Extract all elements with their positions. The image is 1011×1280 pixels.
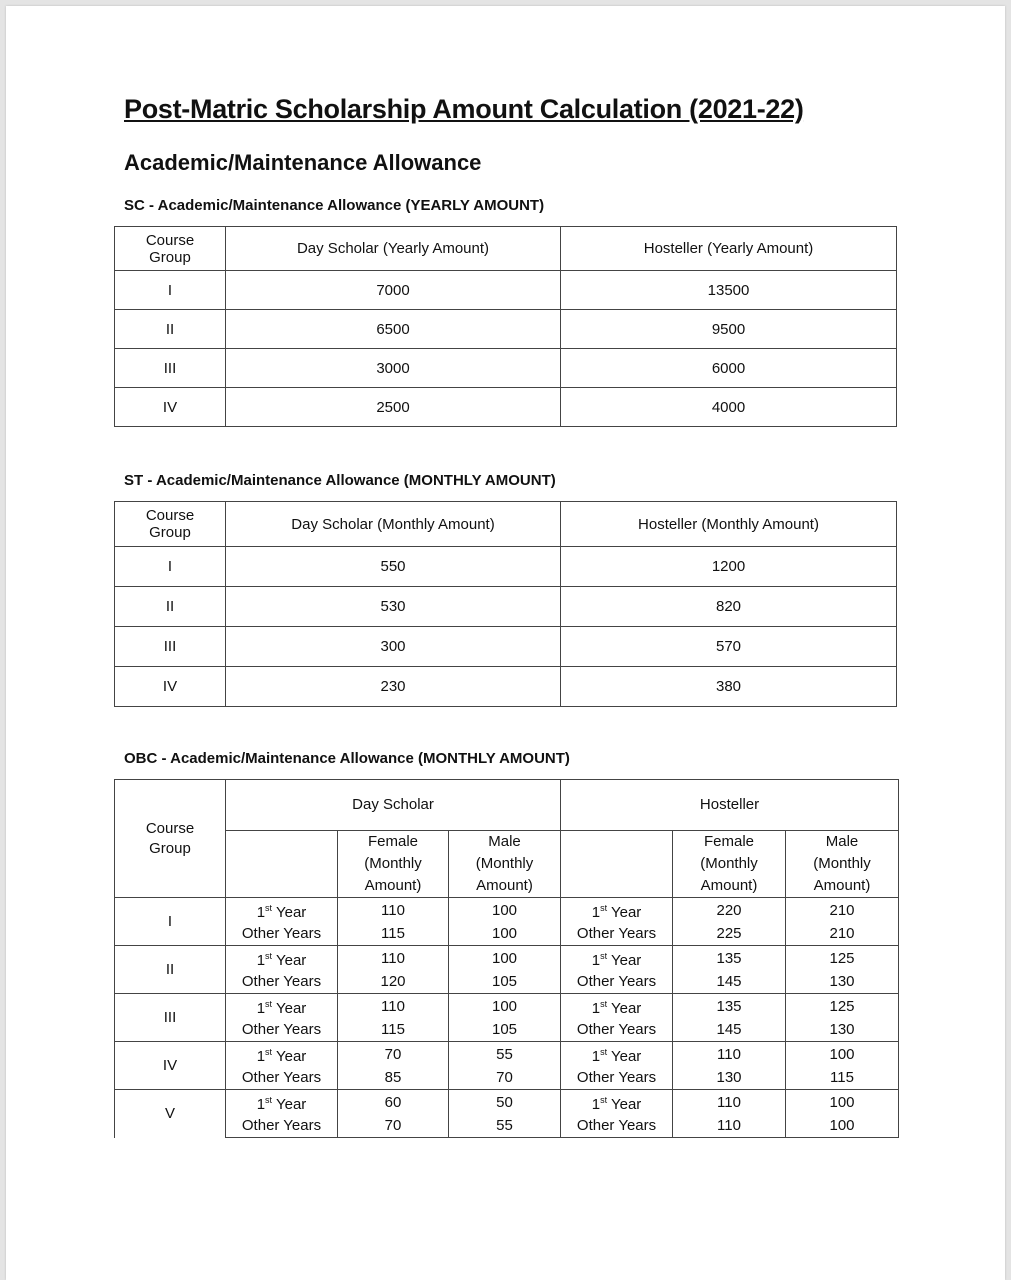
year-subheader: [561, 831, 673, 898]
course-group-cell: III: [115, 627, 226, 667]
table-row: [115, 271, 897, 310]
host-male-cell: 100: [786, 1090, 899, 1116]
table-row: [115, 1019, 899, 1042]
year-label-cell: Other Years: [561, 1019, 673, 1042]
table-header-row: [115, 227, 897, 271]
day-scholar-cell: 2500: [226, 388, 561, 427]
table-row: [115, 971, 899, 994]
table-row: [115, 349, 897, 388]
day-male-subheader: Male (Monthly Amount): [449, 831, 561, 898]
year-label-cell: 1st Year: [226, 946, 338, 972]
obc-section-heading: OBC - Academic/Maintenance Allowance (MONTHLY AMOUNT): [124, 750, 570, 767]
day-female-cell: 70: [338, 1115, 449, 1138]
host-female-cell: 145: [673, 1019, 786, 1042]
day-male-cell: 55: [449, 1042, 561, 1068]
host-male-cell: 125: [786, 994, 899, 1020]
host-male-cell: 125: [786, 946, 899, 972]
year-label-cell: 1st Year: [226, 994, 338, 1020]
day-female-cell: 110: [338, 994, 449, 1020]
hosteller-header: Hosteller (Monthly Amount): [561, 502, 897, 547]
day-scholar-cell: 530: [226, 587, 561, 627]
hosteller-cell: 9500: [561, 310, 897, 349]
host-male-cell: 100: [786, 1042, 899, 1068]
day-male-cell: 50: [449, 1090, 561, 1116]
table-row: [115, 627, 897, 667]
course-group-cell: IV: [115, 1042, 226, 1090]
table-row: [115, 310, 897, 349]
hosteller-cell: 820: [561, 587, 897, 627]
course-group-cell: II: [115, 946, 226, 994]
obc-allowance-table: [114, 779, 899, 1138]
hosteller-cell: 4000: [561, 388, 897, 427]
day-male-cell: 105: [449, 1019, 561, 1042]
page-subtitle: Academic/Maintenance Allowance: [124, 150, 482, 175]
table-row: [115, 587, 897, 627]
day-female-cell: 85: [338, 1067, 449, 1090]
day-female-cell: 120: [338, 971, 449, 994]
year-label-cell: Other Years: [226, 923, 338, 946]
course-group-cell: IV: [115, 388, 226, 427]
host-male-cell: 100: [786, 1115, 899, 1138]
host-female-cell: 130: [673, 1067, 786, 1090]
day-scholar-header: Day Scholar (Monthly Amount): [226, 502, 561, 547]
year-label-cell: 1st Year: [561, 946, 673, 972]
sc-allowance-table: [114, 226, 897, 427]
table-row: [115, 1090, 899, 1116]
day-scholar-cell: 6500: [226, 310, 561, 349]
hosteller-cell: 1200: [561, 547, 897, 587]
table-row: [115, 547, 897, 587]
year-label-cell: 1st Year: [561, 994, 673, 1020]
year-label-cell: Other Years: [226, 971, 338, 994]
host-male-cell: 115: [786, 1067, 899, 1090]
hosteller-header: Hosteller (Yearly Amount): [561, 227, 897, 271]
hosteller-cell: 570: [561, 627, 897, 667]
day-scholar-cell: 550: [226, 547, 561, 587]
course-group-cell: IV: [115, 667, 226, 707]
day-scholar-header: Day Scholar: [226, 780, 561, 831]
year-label-cell: 1st Year: [226, 1042, 338, 1068]
day-scholar-cell: 3000: [226, 349, 561, 388]
course-group-cell: II: [115, 587, 226, 627]
day-female-subheader: Female (Monthly Amount): [338, 831, 449, 898]
page-title: Post-Matric Scholarship Amount Calculation (2021-22): [124, 94, 804, 124]
host-male-cell: 210: [786, 923, 899, 946]
table-header-row: [115, 780, 899, 831]
day-female-cell: 115: [338, 923, 449, 946]
host-female-cell: 220: [673, 898, 786, 924]
table-row: [115, 923, 899, 946]
obc-table-body: [115, 898, 899, 1138]
hosteller-cell: 13500: [561, 271, 897, 310]
year-label-cell: 1st Year: [226, 1090, 338, 1116]
course-group-cell: I: [115, 898, 226, 946]
year-label-cell: Other Years: [226, 1019, 338, 1042]
year-label-cell: 1st Year: [561, 898, 673, 924]
table-row: [115, 898, 899, 924]
host-female-cell: 110: [673, 1115, 786, 1138]
sc-section-heading: SC - Academic/Maintenance Allowance (YEARLY AMOUNT): [124, 197, 545, 214]
st-allowance-table: [114, 501, 897, 707]
day-female-cell: 110: [338, 946, 449, 972]
day-female-cell: 70: [338, 1042, 449, 1068]
course-group-header: Course Group: [115, 780, 226, 898]
year-label-cell: Other Years: [561, 923, 673, 946]
course-group-header: Course Group: [115, 502, 226, 547]
year-label-cell: 1st Year: [226, 898, 338, 924]
course-group-cell: III: [115, 994, 226, 1042]
document-page: [6, 6, 1005, 1280]
day-scholar-cell: 7000: [226, 271, 561, 310]
table-row: [115, 1067, 899, 1090]
day-female-cell: 60: [338, 1090, 449, 1116]
host-female-subheader: Female (Monthly Amount): [673, 831, 786, 898]
host-female-cell: 145: [673, 971, 786, 994]
year-label-cell: Other Years: [561, 1115, 673, 1138]
day-scholar-cell: 300: [226, 627, 561, 667]
day-male-cell: 100: [449, 898, 561, 924]
day-female-cell: 115: [338, 1019, 449, 1042]
host-female-cell: 110: [673, 1090, 786, 1116]
host-female-cell: 110: [673, 1042, 786, 1068]
host-female-cell: 135: [673, 994, 786, 1020]
course-group-cell: III: [115, 349, 226, 388]
hosteller-cell: 380: [561, 667, 897, 707]
year-label-cell: 1st Year: [561, 1090, 673, 1116]
course-group-cell: I: [115, 547, 226, 587]
year-subheader: [226, 831, 338, 898]
day-male-cell: 100: [449, 923, 561, 946]
day-male-cell: 100: [449, 994, 561, 1020]
host-female-cell: 135: [673, 946, 786, 972]
table-row: [115, 994, 899, 1020]
year-label-cell: Other Years: [226, 1115, 338, 1138]
day-male-cell: 55: [449, 1115, 561, 1138]
st-section-heading: ST - Academic/Maintenance Allowance (MONTHLY AMOUNT): [124, 472, 556, 489]
table-subheader-row: [115, 831, 899, 898]
course-group-cell: I: [115, 271, 226, 310]
table-row: [115, 667, 897, 707]
year-label-cell: Other Years: [561, 971, 673, 994]
table-row: [115, 946, 899, 972]
day-female-cell: 110: [338, 898, 449, 924]
host-female-cell: 225: [673, 923, 786, 946]
hosteller-cell: 6000: [561, 349, 897, 388]
course-group-header: Course Group: [115, 227, 226, 271]
day-scholar-header: Day Scholar (Yearly Amount): [226, 227, 561, 271]
day-scholar-cell: 230: [226, 667, 561, 707]
year-label-cell: Other Years: [226, 1067, 338, 1090]
year-label-cell: 1st Year: [561, 1042, 673, 1068]
course-group-cell: V: [115, 1090, 226, 1138]
table-row: [115, 1115, 899, 1138]
host-male-subheader: Male (Monthly Amount): [786, 831, 899, 898]
day-male-cell: 105: [449, 971, 561, 994]
course-group-cell: II: [115, 310, 226, 349]
table-row: [115, 1042, 899, 1068]
hosteller-header: Hosteller: [561, 780, 899, 831]
table-row: [115, 388, 897, 427]
host-male-cell: 130: [786, 971, 899, 994]
year-label-cell: Other Years: [561, 1067, 673, 1090]
day-male-cell: 100: [449, 946, 561, 972]
day-male-cell: 70: [449, 1067, 561, 1090]
host-male-cell: 130: [786, 1019, 899, 1042]
host-male-cell: 210: [786, 898, 899, 924]
table-header-row: [115, 502, 897, 547]
